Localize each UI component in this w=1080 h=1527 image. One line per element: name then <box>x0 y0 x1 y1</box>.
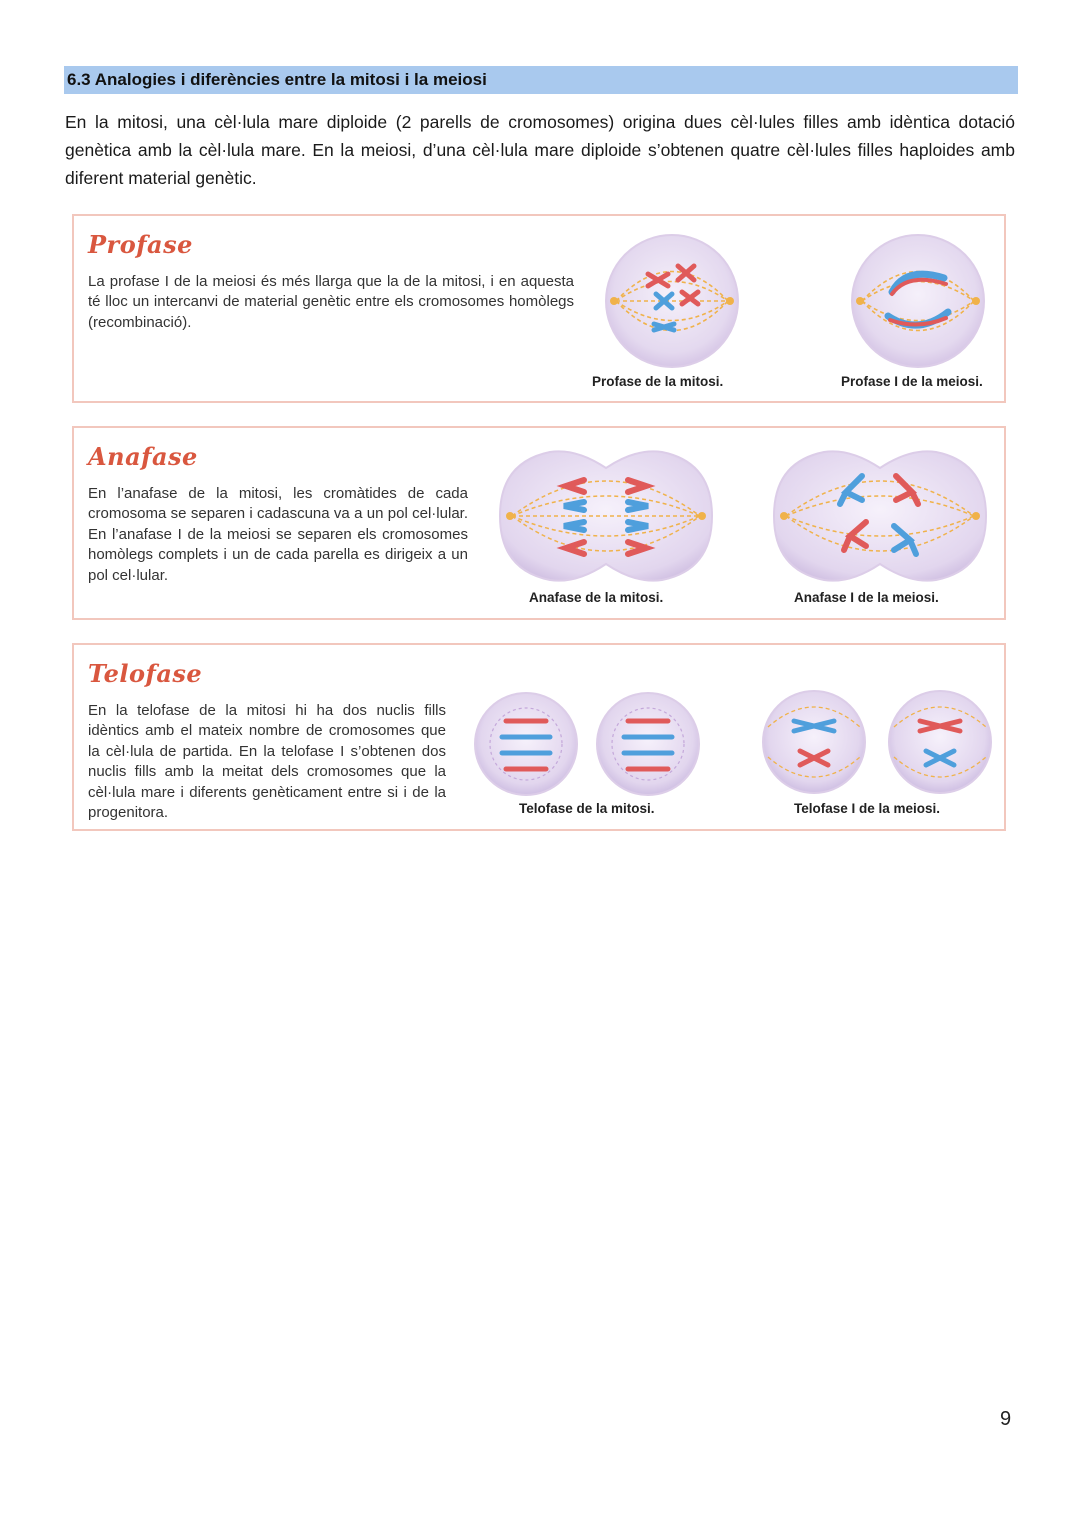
figure-anafase-mitosi <box>496 446 716 586</box>
panel-title-telofase: Telofase <box>88 659 203 688</box>
intro-paragraph: En la mitosi, una cèl·lula mare diploide (2 parells de cromosomes) origina dues cèl·lules filles amb idèntica dotació genètica amb la cèl·lula mare. En la meiosi, d’una cèl·lula mare diploide s’obtenen quatre cèl·lules filles haploides amb diferent material genètic. <box>65 112 1015 188</box>
panel-anafase <box>72 426 1006 620</box>
figure-anafase-meiosi <box>770 446 990 586</box>
panel-telofase <box>72 643 1006 831</box>
panel-profase <box>72 214 1006 403</box>
caption-anafase-meiosi: Anafase I de la meiosi. <box>794 590 939 605</box>
figure-profase-mitosi <box>602 232 742 370</box>
caption-profase-mitosi: Profase de la mitosi. <box>592 374 724 389</box>
figure-profase-meiosi <box>848 232 988 370</box>
panel-text-anafase: En l’anafase de la mitosi, les cromàtides de cada cromosoma se separen i cadascuna va a un pol cel·lular. En l’anafase I de la meiosi se separen els cromosomes homòlegs complets i un de cada parella es dirigeix a un pol cel·lular. <box>88 485 468 584</box>
panel-title-anafase: Anafase <box>88 442 198 471</box>
caption-anafase-mitosi: Anafase de la mitosi. <box>529 590 664 605</box>
section-heading: 6.3 Analogies i diferències entre la mitosi i la meiosi <box>64 66 1018 94</box>
panel-text-profase: La profase I de la meiosi és més llarga que la de la mitosi, i en aquesta té lloc un intercanvi de material genètic entre els cromosomes homòlegs (recombinació). <box>88 273 574 331</box>
caption-profase-meiosi: Profase I de la meiosi. <box>841 374 983 389</box>
panel-text-telofase: En la telofase de la mitosi hi ha dos nuclis fills idèntics amb el mateix nombre de cromosomes que la cèl·lula de partida. En la telofase I s’obtenen dos nuclis fills amb la meitat dels cromosomes que la cèl·lula mare i diferents genèticament entre si i de la progenitora. <box>88 702 446 822</box>
panel-title-profase: Profase <box>88 230 193 259</box>
figure-telofase-meiosi <box>760 687 994 797</box>
caption-telofase-mitosi: Telofase de la mitosi. <box>519 801 655 816</box>
caption-telofase-meiosi: Telofase I de la meiosi. <box>794 801 941 816</box>
page-number: 9 <box>1000 1408 1012 1430</box>
figure-telofase-mitosi <box>472 691 702 797</box>
